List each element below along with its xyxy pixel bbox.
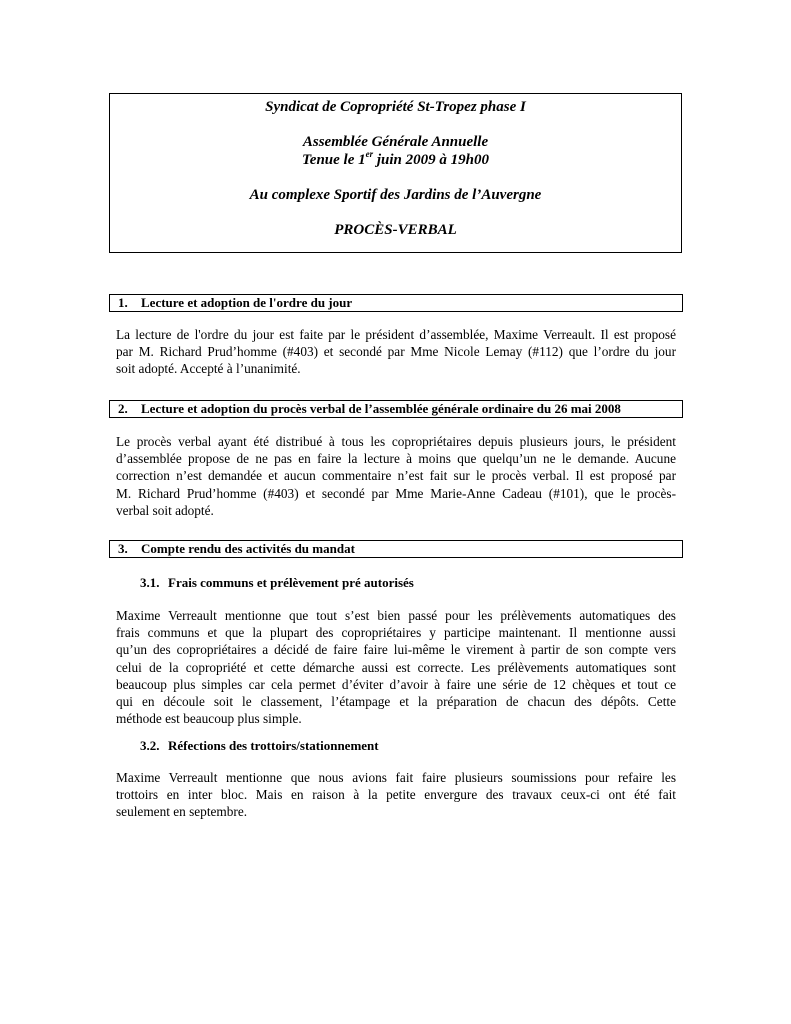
subsection-number: 3.1.: [140, 575, 160, 590]
section-number: 3.: [118, 541, 128, 556]
section-2-paragraph: Le procès verbal ayant été distribué à tous les copropriétaires depuis plusieurs jours, le président d’assemblée propose de ne pas en faire la lecture à moins que quelqu’un ne le demande. Aucune correction n’est demandée et aucun commentaire n’est fait sur le procès verbal. Il est proposé par M. Richard Prud’homme (#403) et secondé par Mme Marie-Anne Cadeau (#101), que le procès- verbal soit adopté.: [116, 434, 676, 518]
document-type: PROCÈS-VERBAL: [334, 222, 457, 238]
subsection-3-2-paragraph: Maxime Verreault mentionne que nous avions fait faire plusieurs soumissions pour refaire les trottoirs en inter bloc. Mais en raison à la petite envergure des travaux ceux-ci ont été fait seulement en septembre.: [116, 770, 676, 820]
meeting-location: Au complexe Sportif des Jardins de l’Auvergne: [249, 187, 542, 203]
subsection-title: Réfections des trottoirs/stationnement: [168, 738, 379, 753]
document-title-box: [109, 93, 682, 253]
section-title: Lecture et adoption de l'ordre du jour: [141, 295, 353, 310]
subsection-heading-3-1: [140, 575, 414, 591]
subsection-title: Frais communs et prélèvement pré autorisés: [168, 575, 414, 590]
meeting-type: Assemblée Générale Annuelle: [302, 134, 489, 150]
section-heading-3: [109, 540, 683, 558]
section-number: 2.: [118, 401, 128, 416]
section-number: 1.: [118, 295, 128, 310]
section-heading-1: [109, 294, 683, 312]
meeting-date: Tenue le 1er juin 2009 à 19h00: [302, 149, 489, 168]
section-title: Lecture et adoption du procès verbal de l’assemblée générale ordinaire du 26 mai 2008: [141, 401, 621, 416]
syndicate-name: Syndicat de Copropriété St-Tropez phase I: [265, 99, 526, 115]
subsection-heading-3-2: [140, 738, 379, 754]
section-1-paragraph: La lecture de l'ordre du jour est faite par le président d’assemblée, Maxime Verreault. Il est proposé par M. Richard Prud’homme (#403) et secondé par Mme Nicole Lemay (#112) que l’ordre du jour soit adopté. Accepté à l’unanimité.: [116, 327, 676, 377]
section-title: Compte rendu des activités du mandat: [141, 541, 355, 556]
section-heading-2: [109, 400, 683, 418]
subsection-number: 3.2.: [140, 738, 160, 753]
subsection-3-1-paragraph: Maxime Verreault mentionne que tout s’est bien passé pour les prélèvements automatiques des frais communs et que la plupart des copropriétaires y participe maintenant. Il mentionne aussi qu’un des copropriétaires a décidé de faire faire lui-même le virement à partir de son compte vers celui de la copropriété et cette démarche aussi est correcte. Les prélèvements automatiques sont beaucoup plus simples car cela permet d’éviter d’avoir à faire une série de 12 chèques et tout ce qui en découle soit le classement, l’étampage et la préparation de chacun des dépôts. Cette méthode est beaucoup plus simple.: [116, 608, 676, 727]
